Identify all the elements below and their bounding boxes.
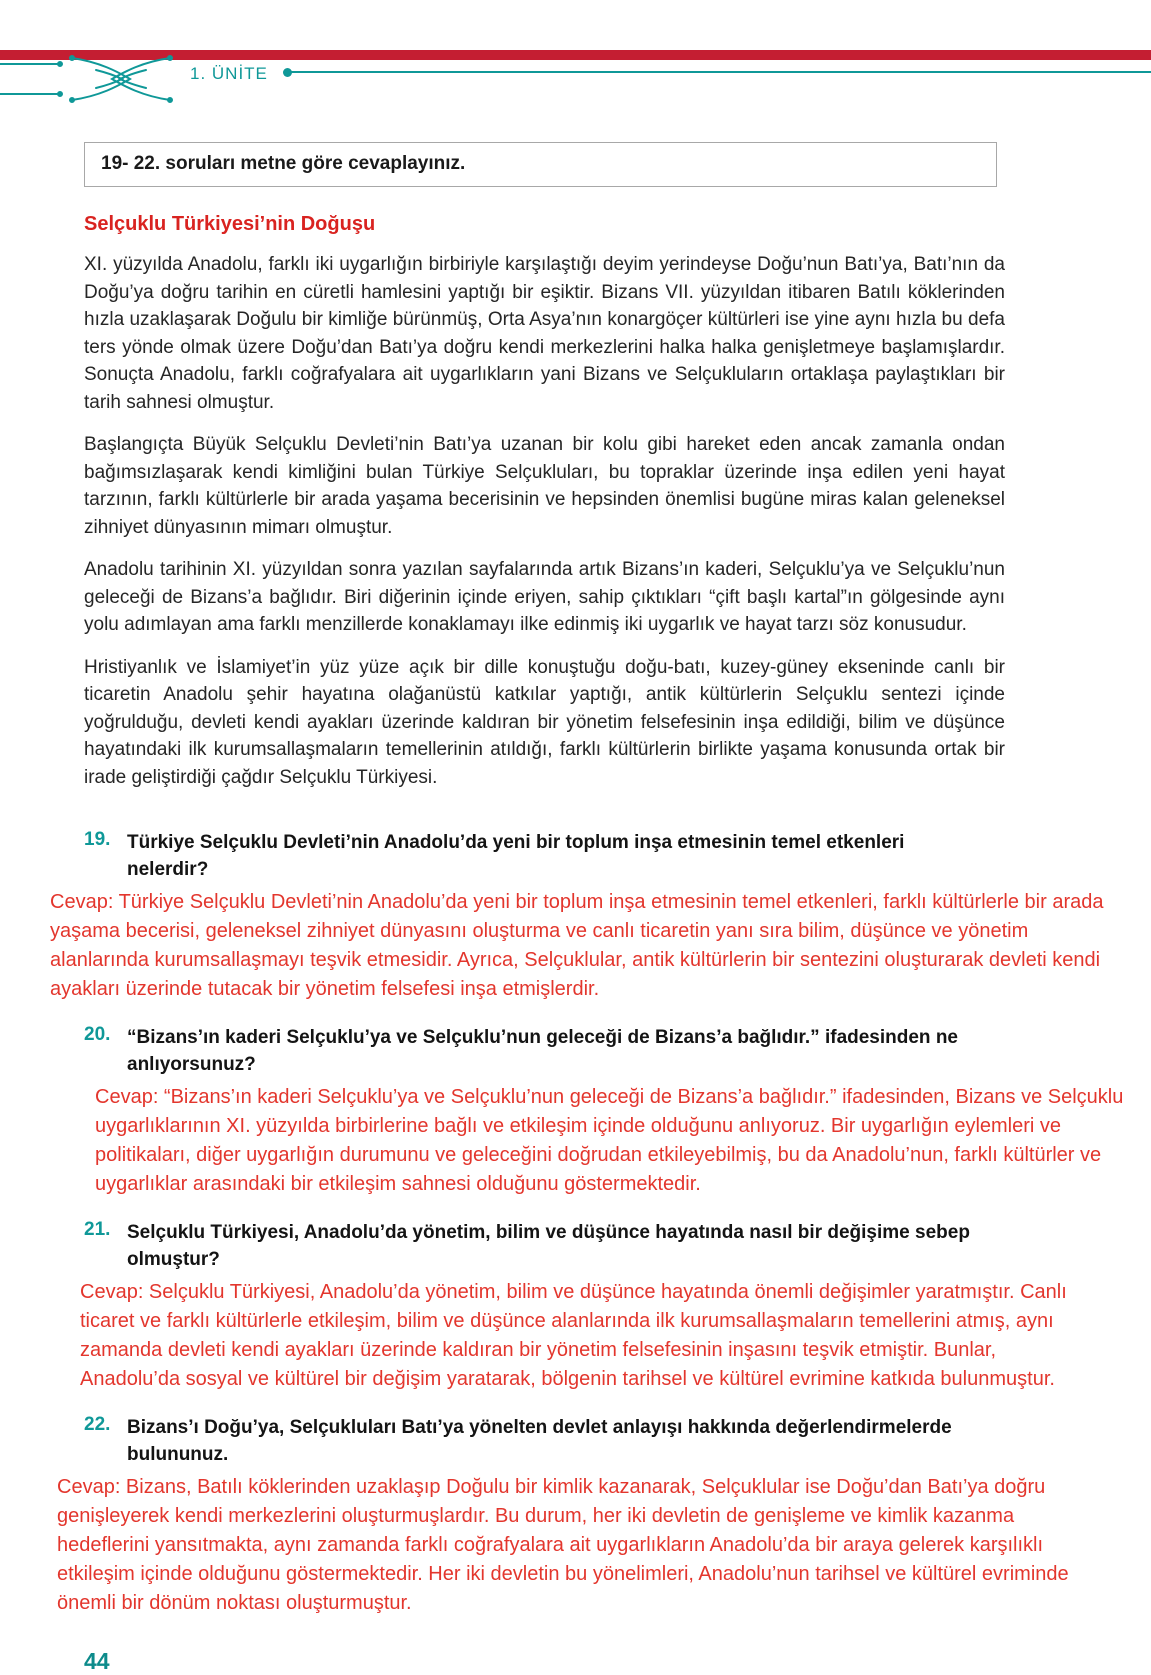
question-text: Türkiye Selçuklu Devleti’nin Anadolu’da yeni bir toplum inşa etmesinin temel etkenleri nelerdir? [127, 832, 905, 880]
answer-22: Cevap: Bizans, Batılı köklerinden uzaklaşıp Doğulu bir kimlik kazanarak, Selçuklular ise Doğu’dan Batı’ya doğru genişleyerek kendi merkezlerini oluşturmuşlardır. Bu durum, her iki devletin de genişleme ve kimlik kazanma hedeflerini yansıtmakta, aynı zamanda farklı coğrafyalara ait uygarlıkların Anadolu’da bir araya gelerek karşılıklı etkileşim içinde olduğunu göstermektedir. Her iki devletin bu yönelimleri, Anadolu’nun tarihsel ve kültürel evriminde önemli bir dönüm noktası oluşturmuştur. [57, 1476, 1069, 1614]
unit-label: 1. ÜNİTE [190, 64, 268, 83]
answer-19: Cevap: Türkiye Selçuklu Devleti’nin Anadolu’da yeni bir toplum inşa etmesinin temel etkenleri, farklı kültürlerle bir arada yaşama becerisi, geleneksel zihniyet dünyasını oluşturma ve canlı ticaretin yanı sıra bilim, düşünce ve yönetim alanlarında kurumsallaşmayı teşvik etmesidir. Ayrıca, Selçuklular, antik kültürlerin bir sentezini oluşturarak devleti kendi ayakları üzerinde tutacak bir yönetim felsefesi inşa etmişlerdir. [50, 891, 1104, 1000]
question-text: Selçuklu Türkiyesi, Anadolu’da yönetim, bilim ve düşünce hayatında nasıl bir değişime sebep olmuştur? [127, 1222, 970, 1270]
question-number: 22. [84, 1414, 111, 1435]
answer-21: Cevap: Selçuklu Türkiyesi, Anadolu’da yönetim, bilim ve düşünce hayatında önemli değişimler yaratmıştır. Canlı ticaret ve farklı kültürlerle etkileşim, bilim ve düşünce alanlarında ilk kurumsallaşmaların temellerini atmış, aynı zamanda devleti kendi ayakları üzerinde kaldıran bir yönetim felsefesinin inşasını teşvik etmiştir. Bunlar, Anadolu’da sosyal ve kültürel bir değişim yaratarak, bölgenin tarihsel ve kültürel evrimine katkıda bulunmuştur. [80, 1281, 1067, 1390]
passage-paragraph: XI. yüzyılda Anadolu, farklı iki uygarlığın birbiriyle karşılaştığı deyim yerindeyse Doğu’nun Batı’ya, Batı’nın da Doğu’ya doğru tarihin en cüretli hamlesini yaptığı bir eşiktir. Bizans VII. yüzyıldan itibaren Batılı köklerinden hızla uzaklaşarak Doğulu bir kimliğe bürünmüş, Orta Asya’nın konargöçer kültürleri ise yine aynı hızla bu defa ters yönde olmak üzere Doğu’dan Batı’ya doğru kendi merkezlerini halka halka genişletmeye başlamışlardır. Sonuçta Anadolu, farklı coğrafyalara ait uygarlıkların yani Bizans ve Selçukluların ortaklaşa paylaştıkları bir tarih sahnesi olmuştur. [84, 254, 1005, 413]
unit-rule-line [290, 71, 1151, 73]
instruction-box [84, 142, 997, 187]
question-number: 20. [84, 1024, 111, 1045]
question-19 [84, 829, 984, 883]
unit-header [0, 50, 1151, 108]
page-number: 44 [84, 1648, 110, 1674]
unit-decoration-icon [0, 50, 175, 108]
question-number: 19. [84, 829, 111, 850]
passage-paragraph: Hristiyanlık ve İslamiyet’in yüz yüze açık bir dille konuştuğu doğu-batı, kuzey-güney ekseninde canlı bir ticaretin Anadolu şehir hayatına olağanüstü katkılar yaptığı, antik kültürlerin Selçuklu sentezi içinde yoğrulduğu, devleti kendi ayakları üzerinde kaldıran bir yönetim felsefesinin inşa edildiği, bilim ve düşünce hayatındaki ilk kurumsallaşmaların temellerinin atıldığı, farklı kültürlerin birlikte yaşama konusunda ortak bir irade geliştirdiği çağdır Selçuklu Türkiyesi. [84, 656, 1005, 788]
question-number: 21. [84, 1219, 111, 1240]
question-20 [84, 1024, 984, 1078]
question-text: Bizans’ı Doğu’ya, Selçukluları Batı’ya yönelten devlet anlayışı hakkında değerlendirmelerde bulununuz. [127, 1417, 952, 1465]
passage-paragraph: Anadolu tarihinin XI. yüzyıldan sonra yazılan sayfalarında artık Bizans’ın kaderi, Selçuklu’ya ve Selçuklu’nun geleceği de Bizans’a bağlıdır. Biri diğerinin içinde eriyen, sahip çıktıkları “çift başlı kartal”ın gölgesinde aynı yolu adımlayan ama farklı menzillerde konaklamayı ilke edinmiş iki uygarlık ve hayat tarzı söz konusudur. [84, 559, 1005, 635]
instruction-text: 19- 22. soruları metne göre cevaplayınız. [101, 153, 466, 174]
question-22 [84, 1414, 984, 1468]
answer-20: Cevap: “Bizans’ın kaderi Selçuklu’ya ve Selçuklu’nun geleceği de Bizans’a bağlıdır.” ifadesinden, Bizans ve Selçuklu uygarlıklarının XI. yüzyılda birbirlerine bağlı ve etkileşim içinde olduğunu anlıyoruz. Bir uygarlığın eylemleri ve politikaları, diğer uygarlığın durumunu ve geleceğini doğrudan etkileyebilmiş, bu da Anadolu’nun, farklı kültürler ve uygarlıklar arasındaki bir etkileşim sahnesi olduğunu göstermektedir. [95, 1086, 1124, 1195]
passage-title: Selçuklu Türkiyesi’nin Doğuşu [84, 213, 376, 235]
reading-passage [0, 213, 1151, 791]
passage-paragraph: Başlangıçta Büyük Selçuklu Devleti’nin Batı’ya uzanan bir kolu gibi hareket eden ancak zamanla ondan bağımsızlaşarak kendi kimliğini bulan Türkiye Selçukluları, bu topraklar üzerinde inşa edilen yeni hayat tarzının, farklı kültürlerle bir arada yaşama becerisinin ve hepsinden önemlisi bugüne miras kalan geleneksel zihniyet dünyasının mimarı olmuştur. [84, 434, 1005, 538]
question-list [0, 829, 1151, 1618]
question-21 [84, 1219, 984, 1273]
question-text: “Bizans’ın kaderi Selçuklu’ya ve Selçuklu’nun geleceği de Bizans’a bağlıdır.” ifadesinden ne anlıyorsunuz? [127, 1027, 958, 1075]
